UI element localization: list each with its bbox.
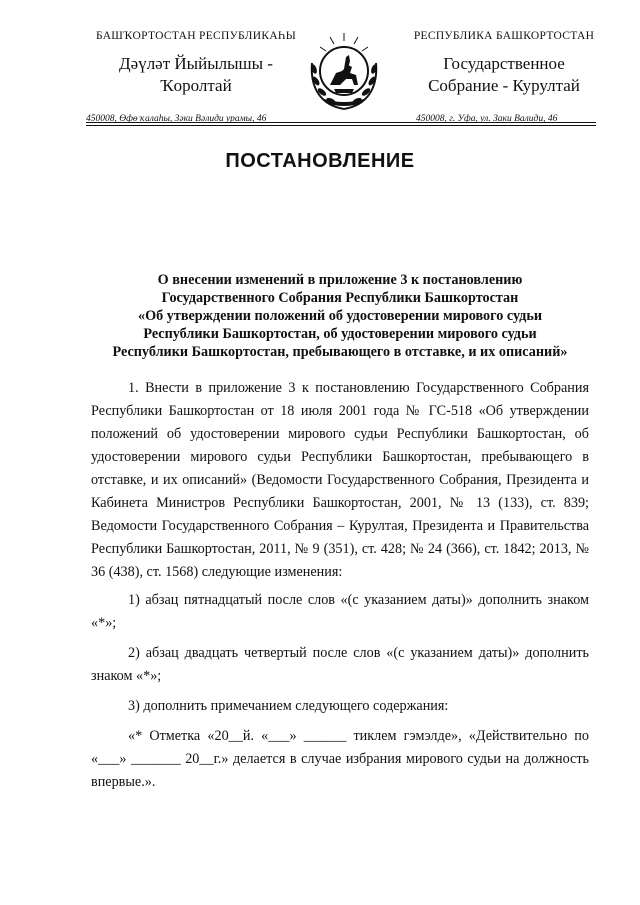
subject-line: Республики Башкортостан, об удостоверении мирового судьи (143, 326, 537, 342)
subject-line: Государственного Собрания Республики Башкортостан (161, 290, 519, 306)
org-name-russian-line1: Государственное (443, 54, 565, 73)
address-bashkir: 450008, Өфө ҡалаһы, Зәки Вәлиди урамы, 46 (86, 114, 267, 124)
bashkortostan-coat-of-arms-icon (306, 29, 382, 113)
letterhead-divider-thick (86, 122, 596, 123)
subject-line: О внесении изменений в приложение 3 к постановлению (157, 272, 523, 288)
address-russian: 450008, г. Уфа, ул. Заки Валиди, 46 (416, 114, 558, 124)
document-body (91, 377, 589, 801)
letterhead-right (404, 28, 604, 97)
state-name-bashkir: БАШҠОРТОСТАН РЕСПУБЛИКАҺЫ (95, 30, 297, 42)
org-name-bashkir-line2: Ҡоролтай (160, 76, 232, 95)
paragraph-amendment-1: 1) абзац пятнадцатый после слов «(с указанием даты)» дополнить знаком «*»; (91, 592, 589, 631)
subject-line: «Об утверждении положений об удостоверении мирового судьи (137, 308, 543, 324)
state-name-russian: РЕСПУБЛИКА БАШКОРТОСТАН (413, 30, 595, 42)
letterhead-left (86, 28, 306, 97)
paragraph-amendment-3: 3) дополнить примечанием следующего содержания: (128, 698, 449, 714)
document-title: ПОСТАНОВЛЕНИЕ (225, 150, 415, 172)
org-name-russian-line2: Собрание - Курултай (428, 76, 580, 95)
document-subject (70, 271, 610, 361)
letterhead-divider-thin (86, 125, 596, 126)
paragraph-main-clause: 1. Внести в приложение 3 к постановлению Государственного Собрания Республики Башкортостан от 18 июля 2001 года № ГС-518 «Об утверждении положений об удостоверении мирового судьи Республики Башкортостан, об удостоверении мирового судьи Республики Башкортостан, пребывающего в отставке, и их описаний» (Ведомости Государственного Собрания, Президента и Кабинета Министров Республики Башкортостан, 2001, № 13 (133), ст. 839; Ведомости Государственного Собрания – Курултая, Президента и Правительства Республики Башкортостан, 2011, № 9 (351), ст. 428; № 24 (366), ст. 1842; 2013, № 36 (438), ст. 1568) следующие изменения: (91, 380, 589, 580)
org-name-bashkir-line1: Дәүләт Йыйылышы - (119, 54, 273, 73)
subject-line: Республики Башкортостан, пребывающего в отставке, и их описаний» (112, 344, 568, 360)
paragraph-amendment-2: 2) абзац двадцать четвертый после слов «(с указанием даты)» дополнить знаком «*»; (91, 645, 589, 684)
paragraph-note: «* Отметка «20__й. «___» ______ тиклем гэмэлде», «Действительно по «___» _______ 20__г.» делается в случае избрания мирового судьи на должность впервые.». (91, 728, 589, 790)
